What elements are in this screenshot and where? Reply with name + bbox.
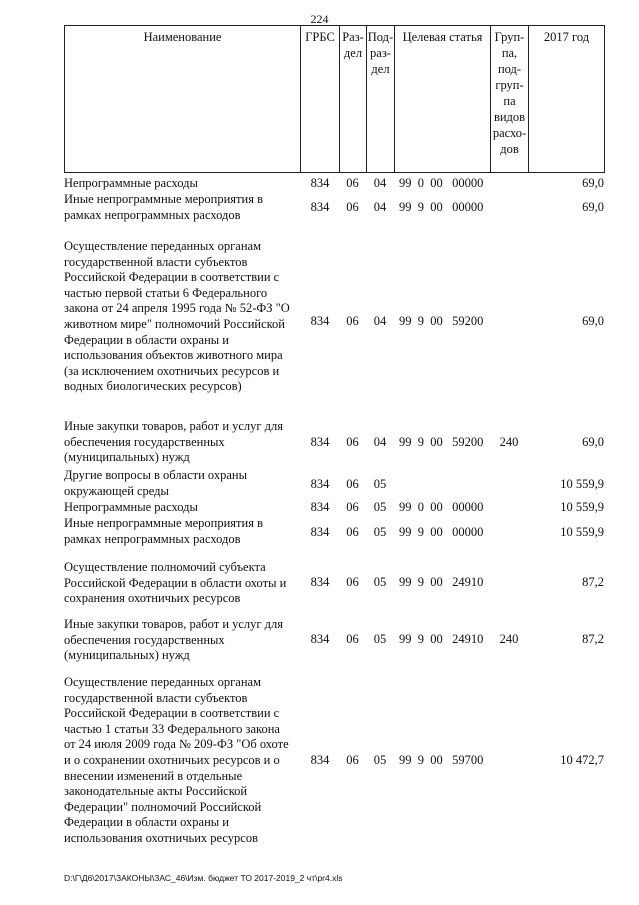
header-grbs [300,25,340,173]
row-name-line: Осуществление полномочий субъекта [64,560,266,574]
row-name [64,500,300,516]
row-name-line: закона от 24 апреля 1995 года № 52-ФЗ "О [64,301,290,316]
row-grbs: 834 [310,500,330,514]
header-year [528,25,605,173]
header-group-line: Груп- [494,30,525,44]
header-group-line: под- [497,62,522,76]
row-name-line: обеспечения государственных [64,632,225,647]
row-amount: 69,0 [582,176,604,190]
row-target-article: 99 0 00 00000 [399,500,484,514]
header-target-article-text: Целевая статья [402,30,483,44]
row-name-line: рамках непрограммных расходов [64,531,241,546]
row-razdel: 06 [346,200,359,214]
header-name [64,25,301,173]
row-amount: 10 559,9 [560,477,604,491]
row-name [64,192,300,223]
header-name-text: Наименование [143,30,222,44]
row-name-line: (муниципальных) нужд [64,450,190,465]
row-podrazdel: 04 [373,176,387,190]
row-razdel: 06 [346,477,359,491]
row-name-line: использования объектов животного мира [64,348,283,363]
row-target-article: 99 9 00 00000 [399,200,484,214]
header-group-line: расхо- [492,126,527,140]
row-grbs: 834 [310,435,330,449]
row-podrazdel: 05 [373,753,387,767]
header-razdel [339,25,367,173]
row-name-line: (за исключением охотничьих ресурсов и [64,363,280,378]
row-name-line: государственной власти субъектов [64,254,248,269]
row-name-line: Российской Федерации в соответствии с [64,270,280,285]
row-podrazdel: 05 [373,525,387,539]
row-amount: 10 559,9 [560,525,604,539]
row-amount: 87,2 [582,575,604,589]
row-amount: 69,0 [582,435,604,449]
row-podrazdel: 05 [373,632,387,646]
header-grbs-text: ГРБС [305,30,335,44]
row-name-line: Иные непрограммные мероприятия в [64,192,263,206]
row-target-article: 99 9 00 24910 [399,632,484,646]
row-name-line: частью первой статьи 6 Федерального [64,285,268,300]
header-group [490,25,529,173]
row-name-line: (муниципальных) нужд [64,648,190,663]
row-name-line: обеспечения государственных [64,434,225,449]
header-group-line: видов [493,110,526,124]
row-grbs: 834 [310,753,330,767]
row-name-line: Иные закупки товаров, работ и услуг для [64,419,284,433]
row-podrazdel: 05 [373,575,387,589]
header-podrazdel-line: раз- [370,46,391,60]
header-target-article [394,25,491,173]
row-name-line: рамках непрограммных расходов [64,207,241,222]
row-name-line: Иные непрограммные мероприятия в [64,516,263,530]
row-grbs: 834 [310,176,330,190]
row-grbs: 834 [310,477,330,491]
header-podrazdel-line: Под- [367,30,394,44]
row-target-article: 99 9 00 24910 [399,575,484,589]
row-name-line: Федерации" полномочий Российской [64,799,262,814]
row-name [64,516,300,547]
row-target-article: 99 9 00 59200 [399,314,484,328]
row-grbs: 834 [310,525,330,539]
row-group: 240 [499,632,519,646]
row-name-line: законодательные акты Российской [64,784,248,799]
row-razdel: 06 [346,500,359,514]
row-razdel: 06 [346,632,359,646]
row-podrazdel: 04 [373,435,387,449]
row-name-line: Российской Федерации в соответствии с [64,706,280,721]
row-grbs: 834 [310,200,330,214]
header-group-line: па [503,94,516,108]
row-name-line: Осуществление переданных органам [64,675,261,689]
header-group-line: дов [500,142,519,156]
row-name-line: частью 1 статьи 33 Федерального закона [64,721,280,736]
row-name-line: и о сохранении охотничьих ресурсов и о [64,752,280,767]
row-name-line: Федерации в области охраны и [64,815,229,830]
header-razdel-line: дел [343,46,363,60]
row-name-line: Федерации в области охраны и [64,332,229,347]
row-razdel: 06 [346,176,359,190]
row-name-line: государственной власти субъектов [64,690,248,705]
row-podrazdel: 04 [373,200,387,214]
row-name-line: Иные закупки товаров, работ и услуг для [64,617,284,631]
row-name-line: животном мире" полномочий Российской [64,316,285,331]
row-name-line: Непрограммные расходы [64,176,198,190]
row-name [64,468,300,499]
page-number: 224 [310,12,329,26]
row-name [64,176,300,192]
row-amount: 69,0 [582,200,604,214]
row-razdel: 06 [346,314,359,328]
row-amount: 69,0 [582,314,604,328]
row-podrazdel: 05 [373,477,387,491]
row-name-line: Непрограммные расходы [64,500,198,514]
row-name-line: Осуществление переданных органам [64,239,261,253]
row-razdel: 06 [346,435,359,449]
row-podrazdel: 04 [373,314,387,328]
row-name-line: внесении изменений в отдельные [64,768,243,783]
row-target-article: 99 0 00 00000 [399,176,484,190]
row-target-article: 99 9 00 59700 [399,753,484,767]
row-name-line: Другие вопросы в области охраны [64,468,248,482]
row-name [64,239,300,395]
row-name-line: окружающей среды [64,483,169,498]
header-group-line: па, [501,46,518,60]
row-amount: 87,2 [582,632,604,646]
row-group: 240 [499,435,519,449]
row-name [64,560,300,607]
row-name [64,419,300,466]
row-razdel: 06 [346,753,359,767]
row-target-article: 99 9 00 00000 [399,525,484,539]
header-podrazdel [366,25,395,173]
row-name-line: сохранения охотничьих ресурсов [64,591,241,606]
header-group-line: груп- [495,78,524,92]
row-grbs: 834 [310,632,330,646]
row-name-line: от 24 июля 2009 года № 209-ФЗ "Об охоте [64,737,289,752]
row-podrazdel: 05 [373,500,387,514]
row-name-line: использования охотничьих ресурсов [64,830,258,845]
footer-file-path: D:\Г\Д6\2017\ЗАКОНЫ\ЗАС_46\Изм. бюджет ТО 2017-2019_2 чт\pr4.xls [64,873,343,883]
row-target-article: 99 9 00 59200 [399,435,484,449]
row-name-line: Российской Федерации в области охоты и [64,575,287,590]
header-razdel-line: Раз- [342,30,364,44]
row-razdel: 06 [346,525,359,539]
row-amount: 10 472,7 [560,753,604,767]
row-razdel: 06 [346,575,359,589]
row-name [64,617,300,664]
header-podrazdel-line: дел [371,62,390,76]
row-grbs: 834 [310,575,330,589]
row-name [64,675,300,847]
row-name-line: водных биологических ресурсов) [64,379,242,394]
header-year-text: 2017 год [543,30,590,44]
row-amount: 10 559,9 [560,500,604,514]
row-grbs: 834 [310,314,330,328]
